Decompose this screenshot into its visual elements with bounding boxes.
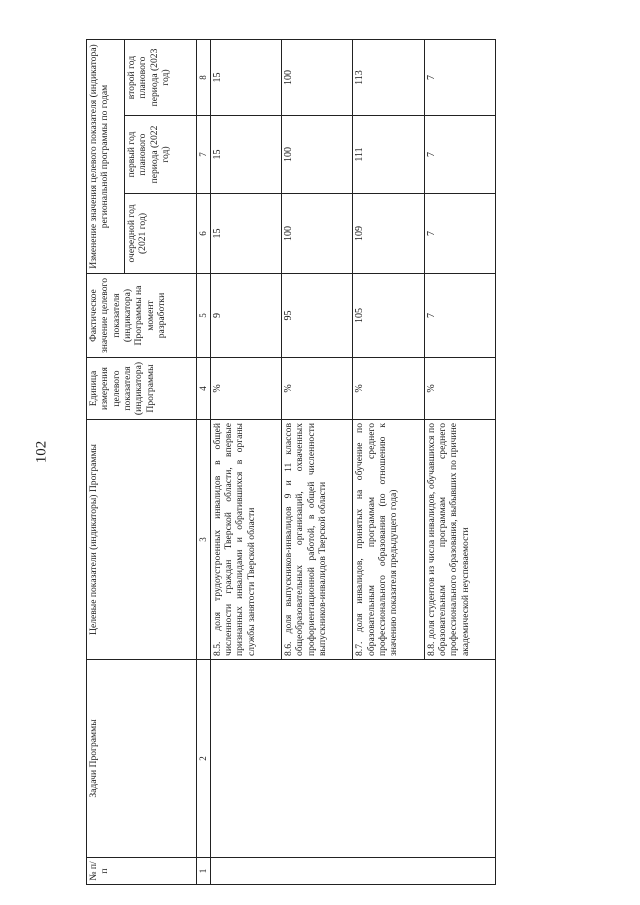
actual-value: 105	[353, 274, 424, 358]
header-change-group: Изменение значения целевого показателя (индикатора) региональной программы по годам	[87, 40, 125, 274]
unit-cell: %	[210, 358, 281, 420]
cell-tasks-empty	[210, 660, 495, 858]
col-number: 7	[197, 116, 211, 194]
value-2022: 7	[424, 116, 495, 194]
actual-value: 95	[281, 274, 352, 358]
value-2023: 113	[353, 40, 424, 116]
table-row	[210, 40, 281, 885]
header-unit: Единица измерения целевого показателя (индикатора) Программы	[87, 358, 197, 420]
page-number: 102	[33, 440, 50, 464]
actual-value: 7	[424, 274, 495, 358]
value-2023: 7	[424, 40, 495, 116]
header-indicators: Целевые показатели (индикаторы) Программы	[87, 420, 197, 660]
rotated-table-container	[86, 40, 496, 885]
col-number: 8	[197, 40, 211, 116]
indicator-8-6: 8.6. доля выпускников-инвалидов 9 и 11 классов общеобразовательных организаций, охваченных профориентационной работой, в общей численности выпускников-инвалидов Тверской области	[281, 420, 352, 660]
header-year-2023: второй год планового периода (2023 год)	[125, 40, 197, 116]
indicator-8-5: 8.5. доля трудоустроенных инвалидов в общей численности граждан Тверской области, впервые признанных инвалидами и обратившихся в органы службы занятости Тверской области	[210, 420, 281, 660]
header-tasks: Задачи Программы	[87, 660, 197, 858]
value-2022: 15	[210, 116, 281, 194]
header-year-2021: очередной год (2021 год)	[125, 194, 197, 274]
column-number-row	[197, 40, 211, 885]
col-number: 2	[197, 660, 211, 858]
col-number: 4	[197, 358, 211, 420]
indicators-table	[86, 39, 496, 885]
value-2022: 100	[281, 116, 352, 194]
col-number: 5	[197, 274, 211, 358]
unit-cell: %	[353, 358, 424, 420]
value-2023: 100	[281, 40, 352, 116]
value-2021: 100	[281, 194, 352, 274]
indicator-8-8: 8.8. доля студентов из числа инвалидов, обучавшихся по образовательным программам среднего профессионального образования, выбывших по причине академической неуспеваемости	[424, 420, 495, 660]
header-actual: Фактическое значение целевого показателя (индикатора) Программы на момент разработки	[87, 274, 197, 358]
cell-num-empty	[210, 858, 495, 885]
value-2021: 109	[353, 194, 424, 274]
col-number: 1	[197, 858, 211, 885]
header-num: № п/п	[87, 858, 197, 885]
value-2022: 111	[353, 116, 424, 194]
actual-value: 9	[210, 274, 281, 358]
header-year-2022: первый год планового периода (2022 год)	[125, 116, 197, 194]
value-2021: 7	[424, 194, 495, 274]
unit-cell: %	[424, 358, 495, 420]
value-2023: 15	[210, 40, 281, 116]
indicator-8-7: 8.7. доля инвалидов, принятых на обучение по образовательным программам среднего профессионального образования (по отношению к значению показателя предыдущего года)	[353, 420, 424, 660]
value-2021: 15	[210, 194, 281, 274]
unit-cell: %	[281, 358, 352, 420]
col-number: 6	[197, 194, 211, 274]
col-number: 3	[197, 420, 211, 660]
